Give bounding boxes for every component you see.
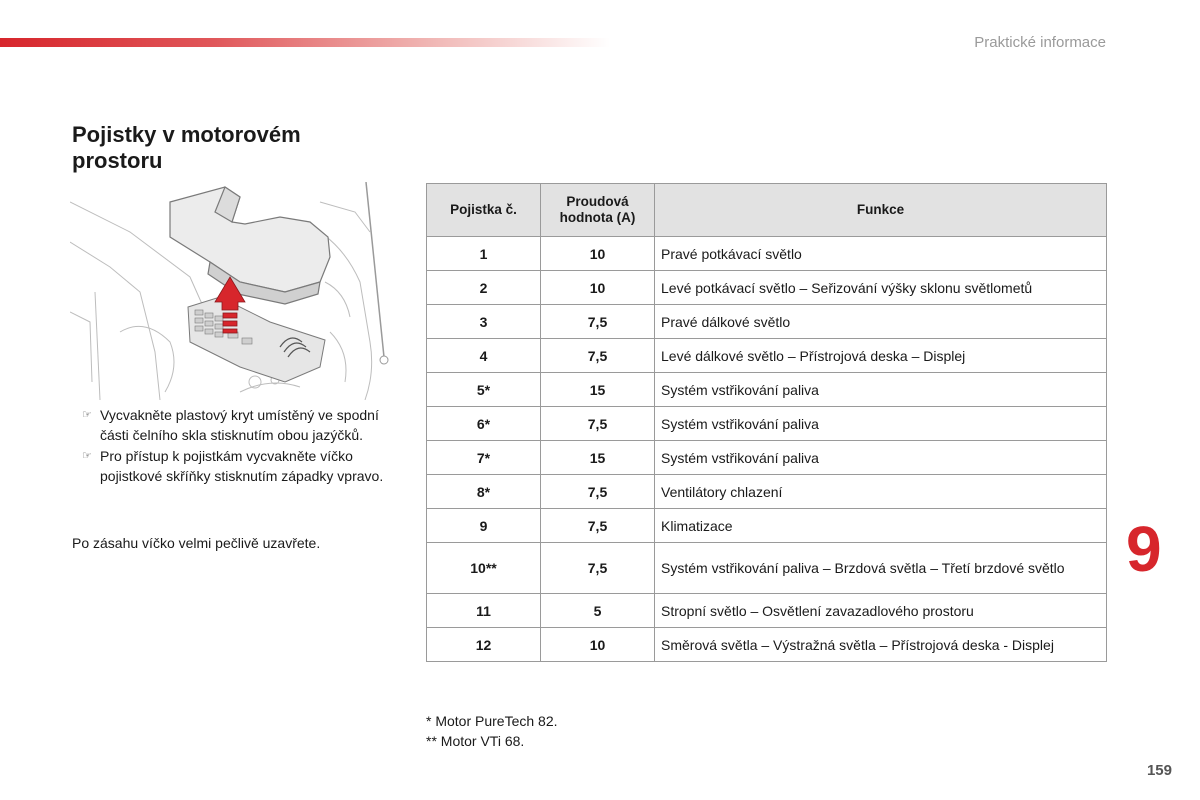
fuse-current: 15 [541, 441, 655, 475]
fuse-function: Směrová světla – Výstražná světla – Přístrojová deska - Displej [655, 628, 1107, 662]
fuse-number: 9 [427, 509, 541, 543]
footnotes [426, 711, 558, 751]
column-header-fuse-number: Pojistka č. [427, 184, 541, 237]
fuse-current: 7,5 [541, 543, 655, 594]
table-row [427, 509, 1107, 543]
table-row [427, 543, 1107, 594]
fuse-number: 8* [427, 475, 541, 509]
chapter-number: 9 [1126, 513, 1162, 585]
fuse-function: Klimatizace [655, 509, 1107, 543]
fuse-table [426, 183, 1107, 662]
fuse-number: 7* [427, 441, 541, 475]
fuse-current: 7,5 [541, 339, 655, 373]
fuse-function: Levé dálkové světlo – Přístrojová deska – Displej [655, 339, 1107, 373]
fuse-number: 1 [427, 237, 541, 271]
column-header-current: Proudová hodnota (A) [541, 184, 655, 237]
fuse-function: Pravé potkávací světlo [655, 237, 1107, 271]
fuse-current: 10 [541, 628, 655, 662]
table-row [427, 407, 1107, 441]
fuse-function: Pravé dálkové světlo [655, 305, 1107, 339]
fuse-current: 7,5 [541, 475, 655, 509]
fuse-function: Systém vstřikování paliva [655, 373, 1107, 407]
instruction-item [72, 446, 392, 487]
fuse-number: 2 [427, 271, 541, 305]
fuse-current: 5 [541, 594, 655, 628]
table-row [427, 339, 1107, 373]
fuse-number: 4 [427, 339, 541, 373]
fuse-number: 6* [427, 407, 541, 441]
page-title: Pojistky v motorovém prostoru [72, 122, 301, 173]
table-row [427, 628, 1107, 662]
fuse-current: 7,5 [541, 509, 655, 543]
column-header-function: Funkce [655, 184, 1107, 237]
engine-fusebox-illustration [70, 182, 396, 400]
instruction-text: Pro přístup k pojistkám vycvakněte víčko pojistkové skříňky stisknutím západky vpravo. [100, 447, 384, 484]
fuse-function: Systém vstřikování paliva [655, 407, 1107, 441]
table-row [427, 305, 1107, 339]
instruction-list [72, 405, 392, 486]
fuse-current: 15 [541, 373, 655, 407]
fuse-current: 7,5 [541, 305, 655, 339]
fuse-number: 11 [427, 594, 541, 628]
footnote: * Motor PureTech 82. [426, 713, 558, 729]
fuse-number: 10** [427, 543, 541, 594]
table-row [427, 441, 1107, 475]
instruction-item [72, 405, 392, 446]
fuse-current: 7,5 [541, 407, 655, 441]
table-row [427, 475, 1107, 509]
fuse-current: 10 [541, 271, 655, 305]
table-row [427, 373, 1107, 407]
fuse-function: Systém vstřikování paliva – Brzdová světla – Třetí brzdové světlo [655, 543, 1107, 594]
fuse-number: 5* [427, 373, 541, 407]
fuse-number: 3 [427, 305, 541, 339]
fuse-number: 12 [427, 628, 541, 662]
fuse-function: Stropní světlo – Osvětlení zavazadlového prostoru [655, 594, 1107, 628]
fuse-function: Ventilátory chlazení [655, 475, 1107, 509]
fuse-current: 10 [541, 237, 655, 271]
fuse-function: Levé potkávací světlo – Seřizování výšky sklonu světlometů [655, 271, 1107, 305]
table-row [427, 271, 1107, 305]
closing-note: Po zásahu víčko velmi pečlivě uzavřete. [72, 535, 321, 551]
header-accent-bar [0, 38, 610, 47]
fuse-function: Systém vstřikování paliva [655, 441, 1107, 475]
table-row [427, 594, 1107, 628]
footnote: ** Motor VTi 68. [426, 733, 525, 749]
table-header-row [427, 184, 1107, 237]
section-label: Praktické informace [974, 34, 1106, 51]
pointing-hand-icon: ☞ [82, 449, 92, 462]
table-row [427, 237, 1107, 271]
instruction-text: Vycvakněte plastový kryt umístěný ve spodní části čelního skla stisknutím obou jazýčků. [100, 407, 379, 444]
pointing-hand-icon: ☞ [82, 409, 92, 421]
page-number: 159 [1146, 762, 1172, 779]
